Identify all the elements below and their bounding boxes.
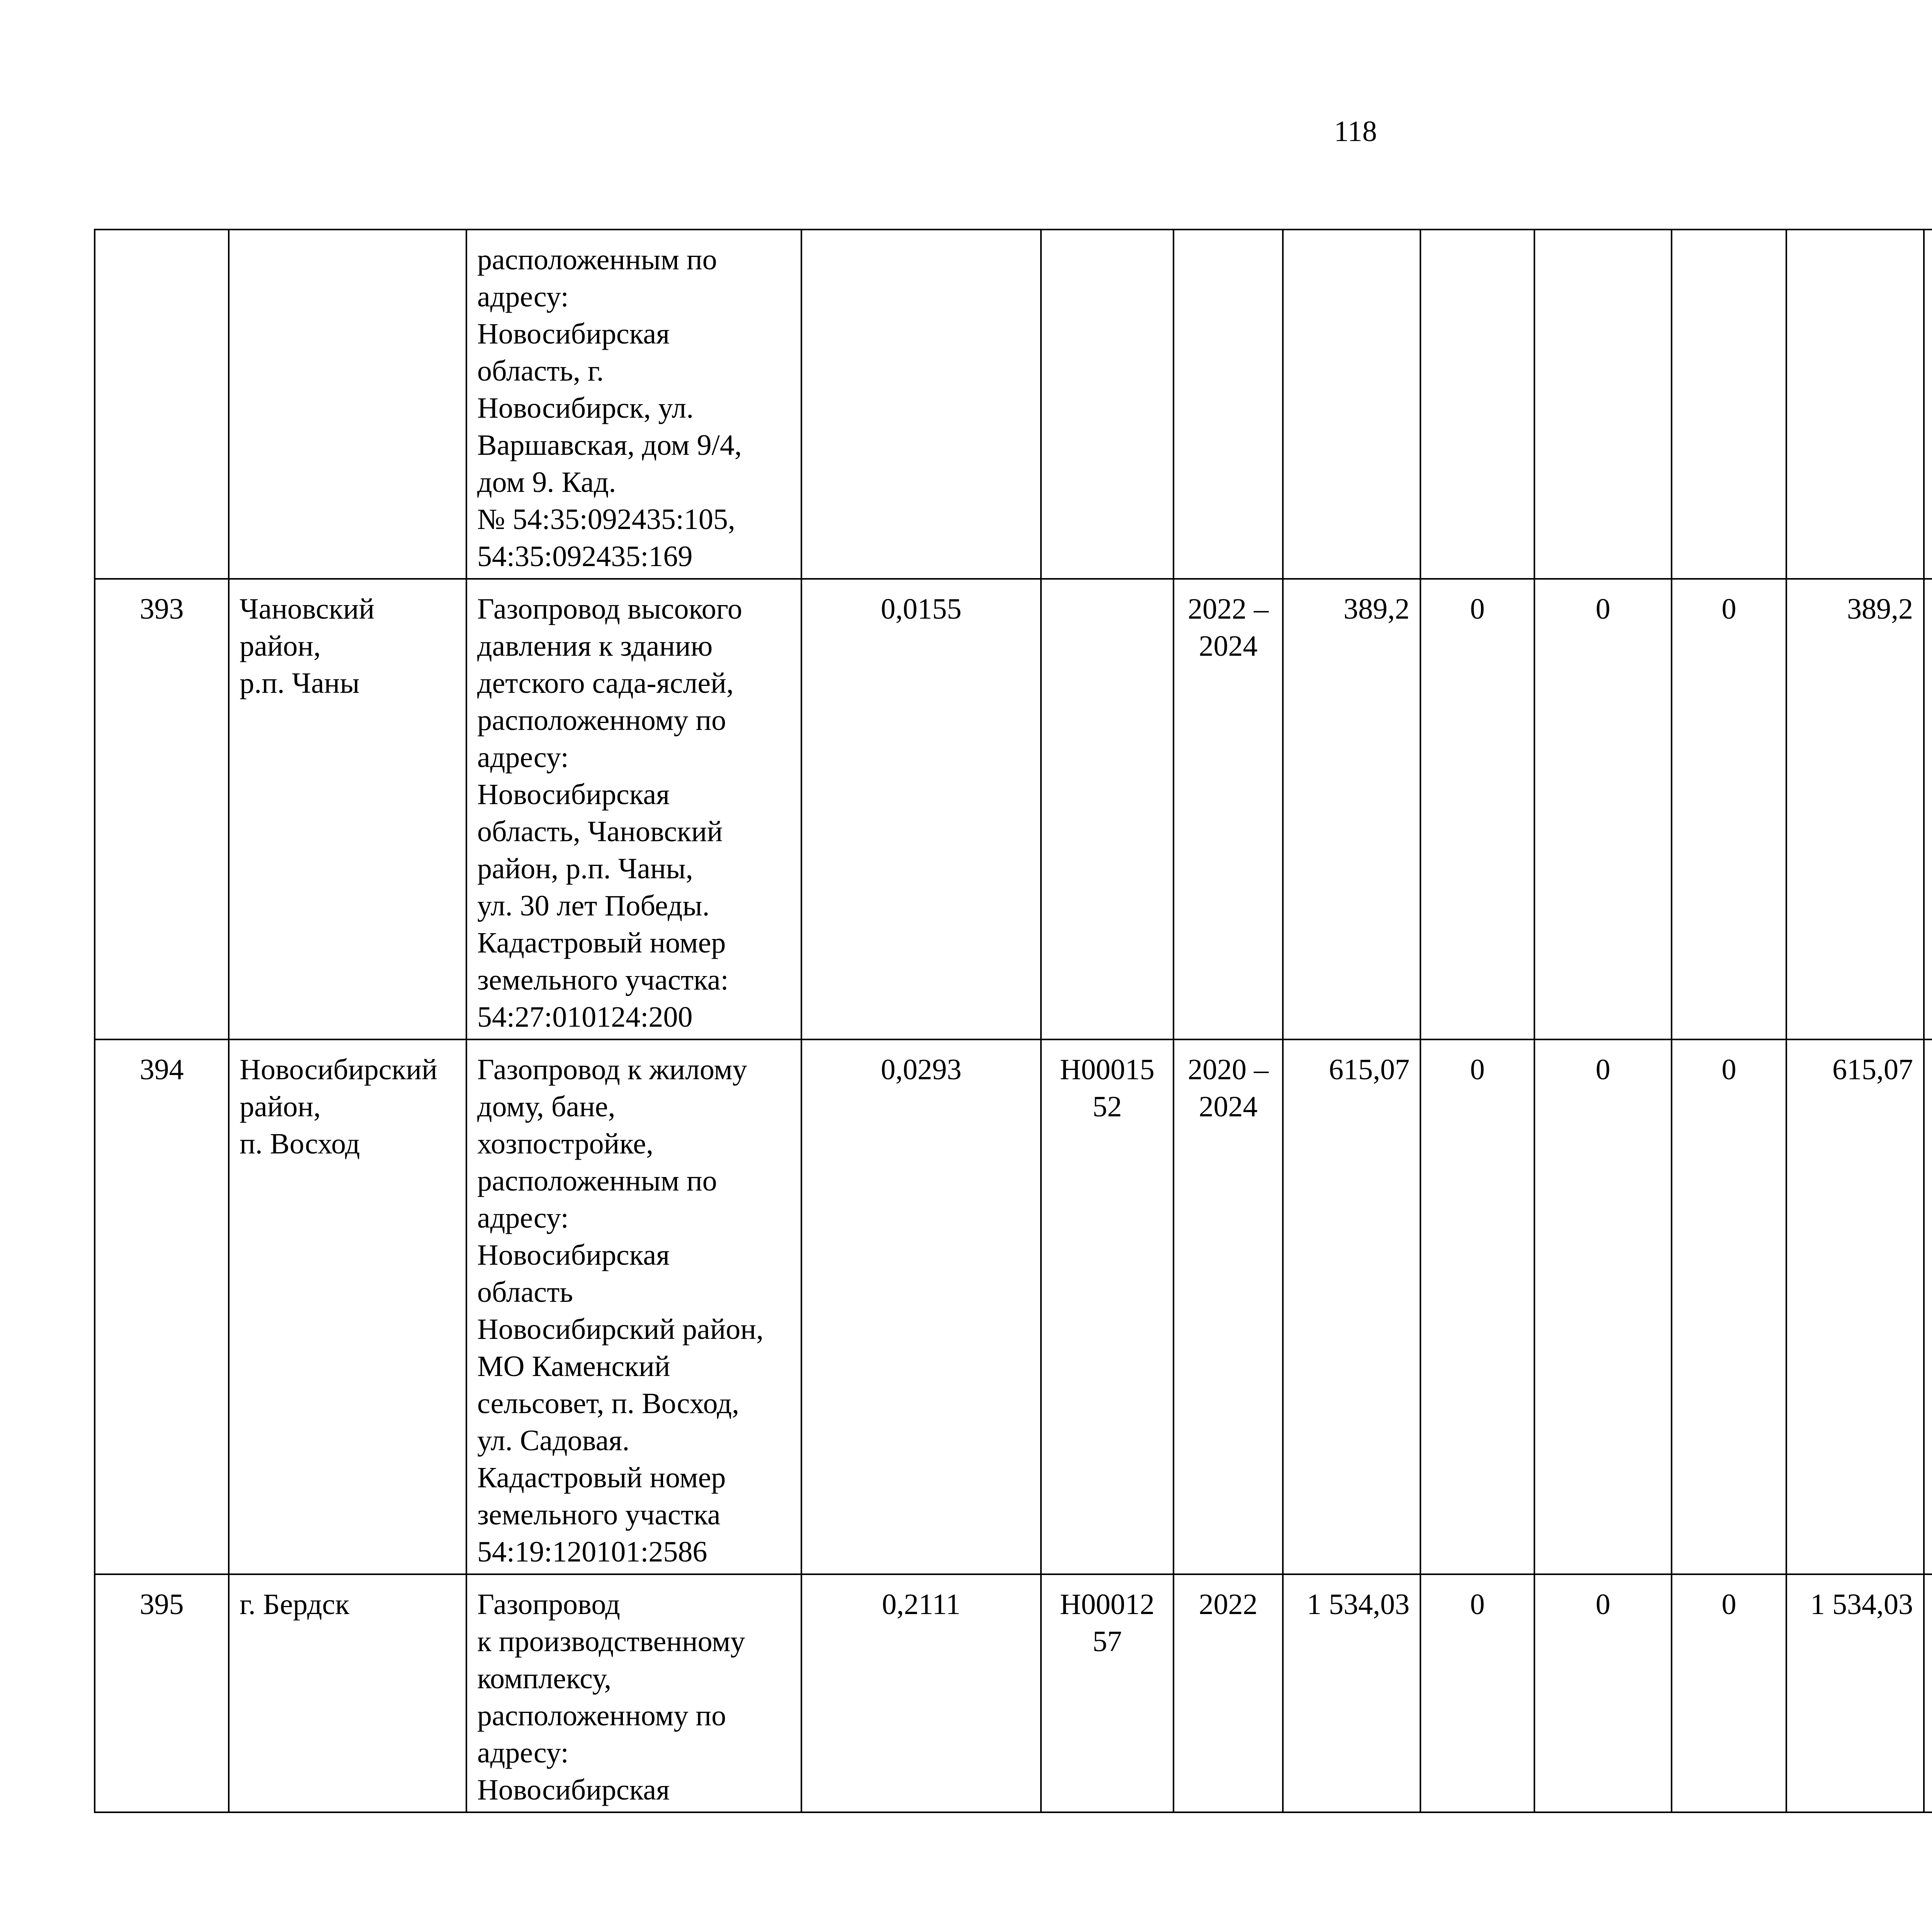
cell-cost-2: 0 — [1534, 579, 1672, 1039]
cell-location: Новосибирский район, п. Восход — [229, 1039, 466, 1574]
cell-organization — [1924, 1574, 1932, 1812]
cell-cost-2 — [1534, 230, 1672, 579]
cell-cost-3: 0 — [1672, 1039, 1786, 1574]
table-row — [95, 1039, 1932, 1574]
cell-cost-2: 0 — [1534, 1574, 1672, 1812]
cell-organization — [1924, 1039, 1932, 1574]
cell-description: Газопровод высокого давления к зданию детского сада-яслей, расположенному по адресу: Новосибирская область, Чановский район, р.п. Чаны, ул. 30 лет Победы. Кадастровый номер земельного участка: 54:27:010124:200 — [466, 579, 801, 1039]
cell-number: 393 — [95, 579, 229, 1039]
table-row — [95, 579, 1932, 1039]
cell-location: г. Бердск — [229, 1574, 466, 1812]
cell-description: Газопровод к жилому дому, бане, хозпостройке, расположенным по адресу: Новосибирская область Новосибирский район, МО Каменский сельсовет, п. Восход, ул. Садовая. Кадастровый номер земельного участка 54:19:120101:2586 — [466, 1039, 801, 1574]
cell-location: Чановский район, р.п. Чаны — [229, 579, 466, 1039]
cell-description: Газопровод к производственному комплексу, расположенному по адресу: Новосибирская — [466, 1574, 801, 1812]
cell-period: 2020 – 2024 — [1173, 1039, 1283, 1574]
cell-length: 0,0293 — [801, 1039, 1041, 1574]
cell-cost-2: 0 — [1534, 1039, 1672, 1574]
cell-number — [95, 230, 229, 579]
cell-total-cost: 389,2 — [1283, 579, 1420, 1039]
cell-number: 395 — [95, 1574, 229, 1812]
cell-code — [1041, 230, 1173, 579]
cell-cost-1 — [1420, 230, 1534, 579]
cell-description: расположенным по адресу: Новосибирская область, г. Новосибирск, ул. Варшавская, дом 9/4, дом 9. Кад. № 54:35:092435:105, 54:35:092435:169 — [466, 230, 801, 579]
cell-number: 394 — [95, 1039, 229, 1574]
cell-cost-4: 389,2 — [1786, 579, 1924, 1039]
cell-cost-3 — [1672, 230, 1786, 579]
cell-cost-1: 0 — [1420, 1039, 1534, 1574]
cell-location — [229, 230, 466, 579]
cell-period: 2022 – 2024 — [1173, 579, 1283, 1039]
cell-cost-1: 0 — [1420, 579, 1534, 1039]
cell-length: 0,0155 — [801, 579, 1041, 1039]
cell-code — [1041, 579, 1173, 1039]
cell-cost-4: 1 534,03 — [1786, 1574, 1924, 1812]
cell-cost-1: 0 — [1420, 1574, 1534, 1812]
page-number: 118 — [1334, 115, 1377, 148]
cell-length: 0,2111 — [801, 1574, 1041, 1812]
cell-period: 2022 — [1173, 1574, 1283, 1812]
cell-total-cost: 1 534,03 — [1283, 1574, 1420, 1812]
table-row-continued — [95, 230, 1932, 579]
cell-total-cost — [1283, 230, 1420, 579]
registry-table — [94, 229, 1932, 1813]
cell-cost-4: 615,07 — [1786, 1039, 1924, 1574]
cell-period — [1173, 230, 1283, 579]
cell-cost-3: 0 — [1672, 1574, 1786, 1812]
cell-code: Н00012 57 — [1041, 1574, 1173, 1812]
cell-length — [801, 230, 1041, 579]
cell-total-cost: 615,07 — [1283, 1039, 1420, 1574]
cell-organization — [1924, 230, 1932, 579]
cell-cost-3: 0 — [1672, 579, 1786, 1039]
cell-cost-4 — [1786, 230, 1924, 579]
cell-code: Н00015 52 — [1041, 1039, 1173, 1574]
cell-organization — [1924, 579, 1932, 1039]
table-row — [95, 1574, 1932, 1812]
